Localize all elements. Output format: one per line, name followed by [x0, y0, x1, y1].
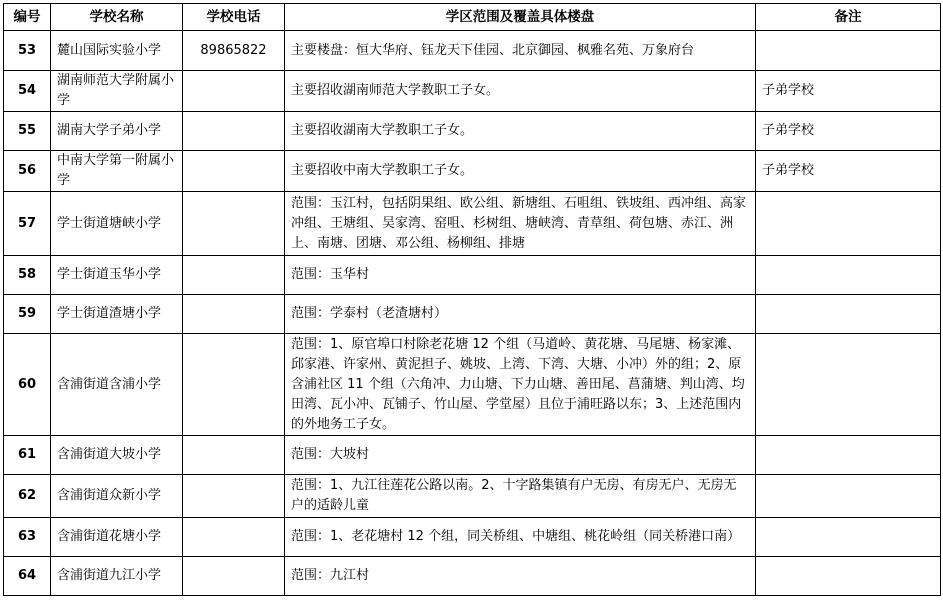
- row-phone: [183, 295, 285, 334]
- school-district-table: [3, 3, 941, 596]
- row-note: [756, 557, 941, 596]
- table-row: [4, 518, 941, 557]
- row-phone: [183, 557, 285, 596]
- row-scope: 范围：1、老花塘村 12 个组，同关桥组、中塘组、桃花岭组（同关桥港口南）: [285, 518, 756, 557]
- row-scope: 范围：大坡村: [285, 436, 756, 475]
- row-note: [756, 334, 941, 436]
- header-note: 备注: [756, 4, 941, 31]
- row-no: 62: [4, 475, 51, 518]
- row-school-name: 含浦街道众新小学: [51, 475, 183, 518]
- row-note: [756, 436, 941, 475]
- row-no: 57: [4, 192, 51, 256]
- row-school-name: 麓山国际实验小学: [51, 31, 183, 71]
- row-scope: 主要楼盘：恒大华府、钰龙天下佳园、北京御园、枫雅名苑、万象府台: [285, 31, 756, 71]
- row-school-name: 含浦街道花塘小学: [51, 518, 183, 557]
- row-note: [756, 256, 941, 295]
- table-row: [4, 295, 941, 334]
- table-row: [4, 192, 941, 256]
- row-school-name: 学士街道玉华小学: [51, 256, 183, 295]
- row-note: [756, 295, 941, 334]
- row-no: 56: [4, 151, 51, 192]
- row-no: 58: [4, 256, 51, 295]
- header-no: 编号: [4, 4, 51, 31]
- row-scope: 范围：1、原官埠口村除老花塘 12 个组（马道岭、黄花塘、马尾塘、杨家滩、邱家港、许家州、黄泥担子、姚坡、上湾、下湾、大塘、小冲）外的组；2、原含浦社区 11 个组（六角冲、力山塘、下力山塘、善田尾、菖蒲塘、判山湾、均田湾、瓦小冲、瓦铺子、竹山屋、学堂屋）且位于浦旺路以东；3、上述范围内的外地务工子女。: [285, 334, 756, 436]
- row-phone: [183, 192, 285, 256]
- header-district-scope: 学区范围及覆盖具体楼盘: [285, 4, 756, 31]
- row-school-name: 湖南大学子弟小学: [51, 112, 183, 151]
- row-no: 64: [4, 557, 51, 596]
- row-note: [756, 518, 941, 557]
- row-phone: [183, 256, 285, 295]
- row-no: 60: [4, 334, 51, 436]
- row-school-name: 含浦街道大坡小学: [51, 436, 183, 475]
- row-no: 53: [4, 31, 51, 71]
- table-row: [4, 557, 941, 596]
- row-scope: 主要招收中南大学教职工子女。: [285, 151, 756, 192]
- row-no: 54: [4, 71, 51, 112]
- table-row: [4, 31, 941, 71]
- row-scope: 主要招收湖南大学教职工子女。: [285, 112, 756, 151]
- header-row: [4, 4, 941, 31]
- table-row: [4, 112, 941, 151]
- table-row: [4, 256, 941, 295]
- row-school-name: 含浦街道含浦小学: [51, 334, 183, 436]
- row-phone: [183, 334, 285, 436]
- row-note: [756, 192, 941, 256]
- row-school-name: 中南大学第一附属小学: [51, 151, 183, 192]
- row-phone: [183, 475, 285, 518]
- row-scope: 范围：玉华村: [285, 256, 756, 295]
- row-phone: [183, 436, 285, 475]
- row-scope: 范围：学泰村（老渣塘村）: [285, 295, 756, 334]
- row-note: 子弟学校: [756, 112, 941, 151]
- row-phone: [183, 71, 285, 112]
- row-note: [756, 31, 941, 71]
- row-note: 子弟学校: [756, 151, 941, 192]
- row-phone: [183, 112, 285, 151]
- row-school-name: 学士街道渣塘小学: [51, 295, 183, 334]
- row-school-name: 学士街道塘峡小学: [51, 192, 183, 256]
- row-no: 55: [4, 112, 51, 151]
- row-note: 子弟学校: [756, 71, 941, 112]
- row-scope: 范围：玉江村，包括阴果组、欧公组、新塘组、石咀组、铁坡组、西冲组、高家冲组、王塘组、吴家湾、窑咀、杉树组、塘峡湾、青草组、荷包塘、赤江、洲上、南塘、团塘、邓公组、杨柳组、排塘: [285, 192, 756, 256]
- row-phone: [183, 518, 285, 557]
- table-row: [4, 71, 941, 112]
- row-no: 63: [4, 518, 51, 557]
- row-school-name: 含浦街道九江小学: [51, 557, 183, 596]
- row-scope: 主要招收湖南师范大学教职工子女。: [285, 71, 756, 112]
- header-school-phone: 学校电话: [183, 4, 285, 31]
- row-scope: 范围：1、九江往莲花公路以南。2、十字路集镇有户无房、有房无户、无房无户的适龄儿童: [285, 475, 756, 518]
- table-row: [4, 334, 941, 436]
- table-row: [4, 475, 941, 518]
- row-scope: 范围：九江村: [285, 557, 756, 596]
- table-row: [4, 436, 941, 475]
- row-no: 59: [4, 295, 51, 334]
- header-school-name: 学校名称: [51, 4, 183, 31]
- row-no: 61: [4, 436, 51, 475]
- table-row: [4, 151, 941, 192]
- row-note: [756, 475, 941, 518]
- row-phone: 89865822: [183, 31, 285, 71]
- row-phone: [183, 151, 285, 192]
- row-school-name: 湖南师范大学附属小学: [51, 71, 183, 112]
